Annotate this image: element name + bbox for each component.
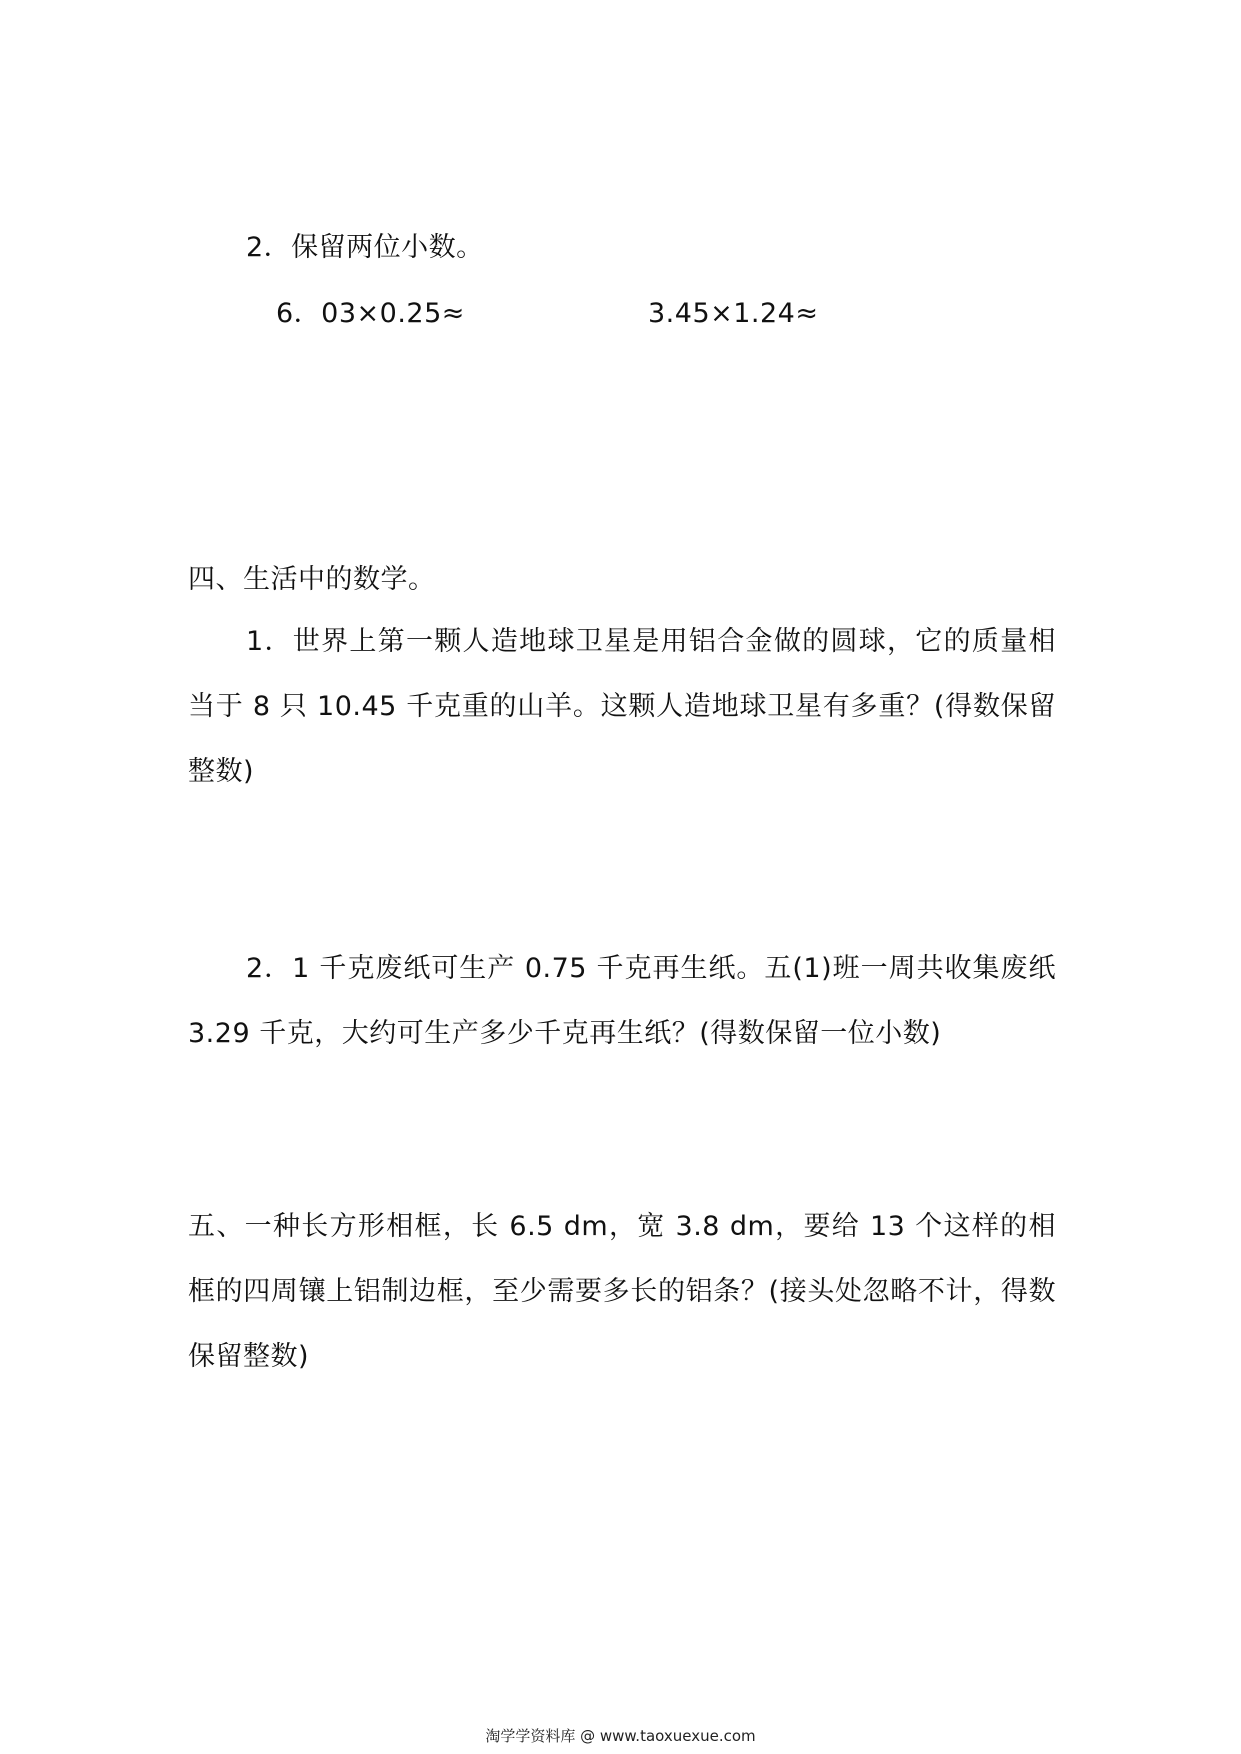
section-5-question-text: 五、一种长方形相框，长 6.5 dm，宽 3.8 dm，要给 13 个这样的相框的四周镶上铝制边框，至少需要多长的铝条？(接头处忽略不计，得数保留整数)	[188, 1211, 1056, 1372]
section-4-question-2-text: 2．1 千克废纸可生产 0.75 千克再生纸。五(1)班一周共收集废纸 3.29 千克，大约可生产多少千克再生纸？(得数保留一位小数)	[188, 953, 1056, 1049]
section-4-question-2	[188, 936, 1056, 1066]
page-footer: 淘学学资料库 @ www.taoxuexue.com	[485, 1727, 756, 1745]
question-2-expression-2: 3.45×1.24≈	[648, 298, 819, 329]
question-2-expression-1: 6．03×0.25≈	[276, 298, 465, 329]
section-4-heading: 四、生活中的数学。	[188, 564, 436, 595]
section-5-question	[188, 1194, 1056, 1389]
question-2-title: 2．保留两位小数。	[246, 232, 484, 263]
section-4-question-1-text: 1．世界上第一颗人造地球卫星是用铝合金做的圆球，它的质量相当于 8 只 10.45 千克重的山羊。这颗人造地球卫星有多重？(得数保留整数)	[188, 626, 1056, 787]
section-4-question-1	[188, 609, 1056, 804]
